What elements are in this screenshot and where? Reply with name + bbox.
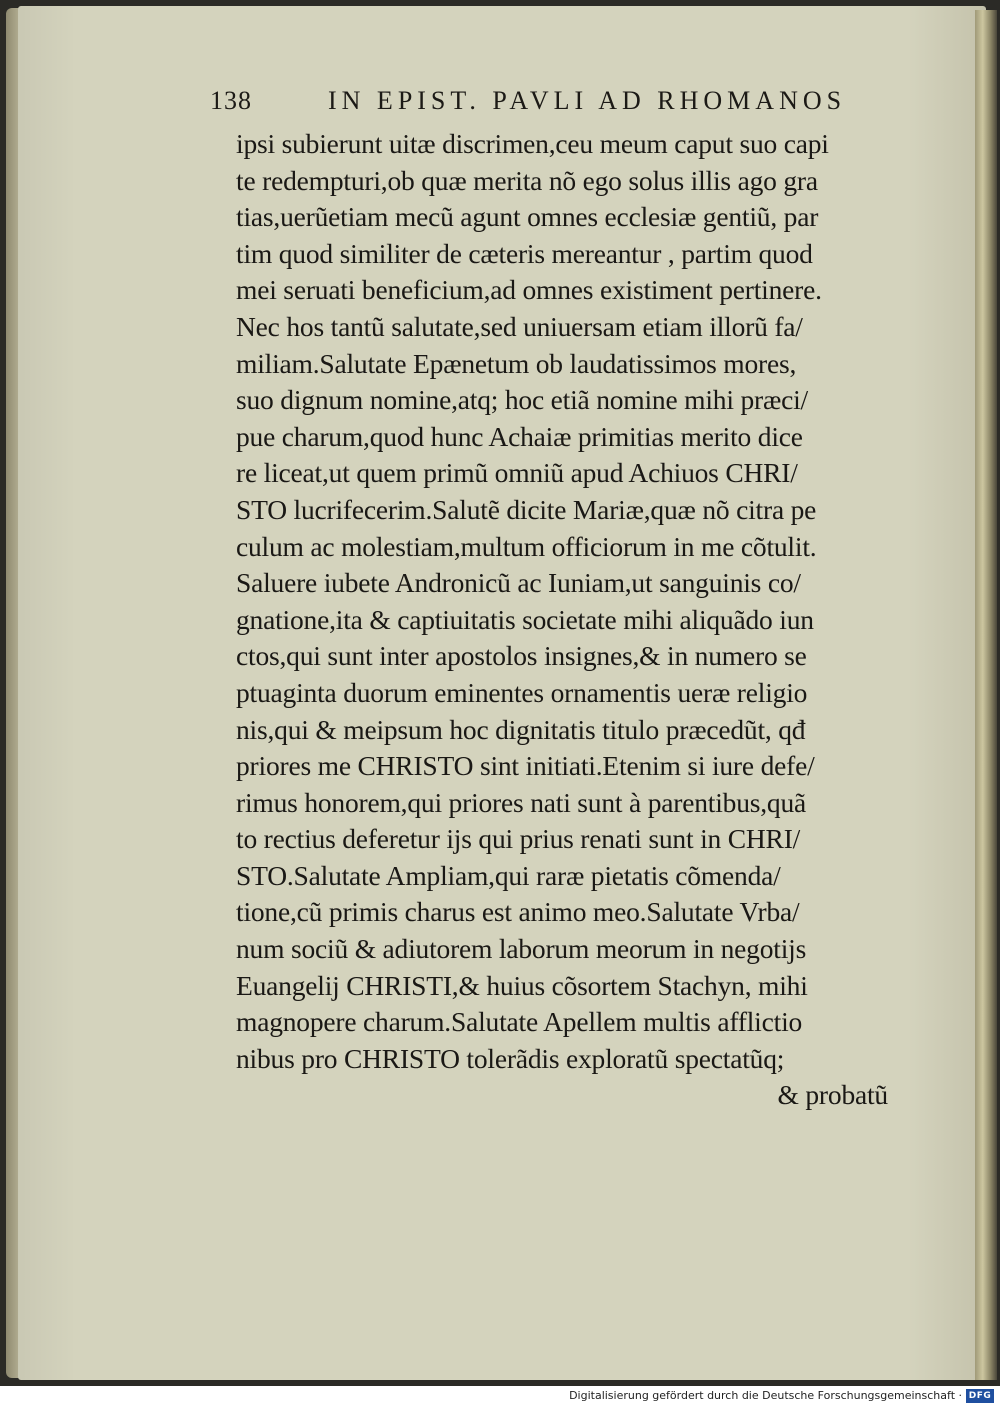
footer-credit: Digitalisierung gefördert durch die Deutsche Forschungsgemeinschaft · xyxy=(569,1389,962,1402)
text-line-final: & probatũ xyxy=(777,1079,888,1111)
text-line: nibus pro CHRISTO tolerãdis exploratũ spectatũq; xyxy=(236,1042,785,1074)
text-line: mei seruati beneficium,ad omnes existiment pertinere. xyxy=(236,274,822,306)
text-line: nis,qui & meipsum hoc dignitatis titulo præcedũt, qđ xyxy=(236,713,806,745)
text-line: rimus honorem,qui priores nati sunt à parentibus,quã xyxy=(236,786,807,818)
text-line: tione,cũ primis charus est animo meo.Salutate Vrba/ xyxy=(236,896,800,928)
text-block xyxy=(236,126,896,1114)
text-line: miliam.Salutate Epænetum ob laudatissimos mores, xyxy=(236,347,797,379)
footer-bar xyxy=(0,1386,1000,1408)
text-line: ipsi subierunt uitæ discrimen,ceu meum caput suo capi xyxy=(236,128,829,159)
text-line: tim quod similiter de cæteris mereantur , partim quod xyxy=(236,237,813,269)
text-line: Saluere iubete Andronicũ ac Iuniam,ut sanguinis co/ xyxy=(236,567,801,599)
text-line: STO.Salutate Ampliam,qui raræ pietatis cõmenda/ xyxy=(236,859,781,891)
text-line: gnatione,ita & captiuitatis societate mihi aliquãdo iun xyxy=(236,603,814,635)
text-line: tias,uerũetiam mecũ agunt omnes ecclesiæ gentiũ, par xyxy=(236,201,819,233)
text-line: te redempturi,ob quæ merita nõ ego solus illis ago gra xyxy=(236,164,818,196)
text-line: num sociũ & adiutorem laborum meorum in negotijs xyxy=(236,933,807,965)
book-edge-right xyxy=(975,10,997,1380)
text-line: ptuaginta duorum eminentes ornamentis ueræ religio xyxy=(236,676,808,708)
text-line: pue charum,quod hunc Achaiæ primitias merito dice xyxy=(236,420,803,452)
text-line: culum ac molestiam,multum officiorum in me cõtulit. xyxy=(236,530,817,562)
text-line: Nec hos tantũ salutate,sed uniuersam etiam illorũ fa/ xyxy=(236,310,803,342)
text-line: re liceat,ut quem primũ omniũ apud Achiuos CHRI/ xyxy=(236,457,798,489)
text-line: Euangelij CHRISTI,& huius cõsortem Stachyn, mihi xyxy=(236,969,808,1001)
text-line: ctos,qui sunt inter apostolos insignes,& in numero se xyxy=(236,640,807,672)
text-line: STO lucrifecerim.Salutẽ dicite Mariæ,quæ nõ citra pe xyxy=(236,493,817,525)
text-line: to rectius deferetur ijs qui prius renati sunt in CHRI/ xyxy=(236,823,801,855)
running-head-title: IN EPIST. PAVLI AD RHOMANOS xyxy=(328,86,847,115)
running-head xyxy=(210,86,890,120)
text-line: priores me CHRISTO sint initiati.Etenim si iure defe/ xyxy=(236,750,815,782)
text-line: suo dignum nomine,atq; hoc etiã nomine mihi præci/ xyxy=(236,384,808,416)
dfg-logo: DFG xyxy=(966,1389,994,1403)
page-number: 138 xyxy=(210,86,252,115)
text-line: magnopere charum.Salutate Apellem multis afflictio xyxy=(236,1006,803,1038)
